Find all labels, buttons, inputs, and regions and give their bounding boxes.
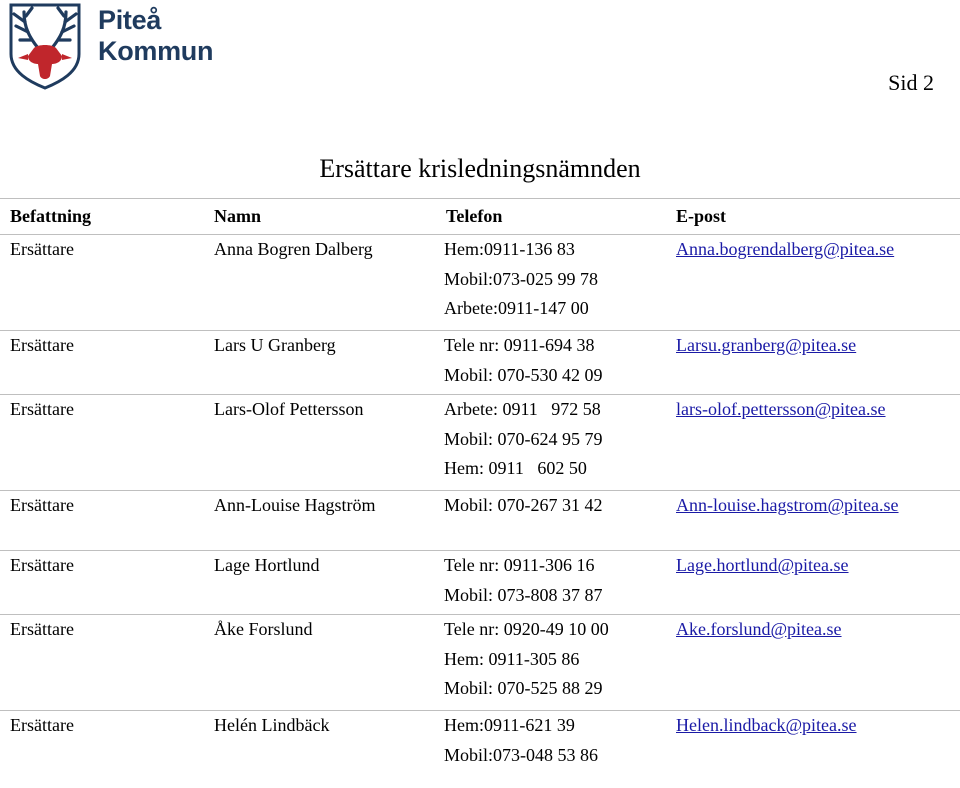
table-row	[0, 615, 960, 711]
phone-line: Tele nr: 0920-49 10 00	[444, 619, 609, 639]
contact-table	[0, 198, 960, 773]
email-link[interactable]: Anna.bogrendalberg@pitea.se	[676, 239, 895, 259]
email-cell	[666, 551, 960, 615]
email-cell	[666, 711, 960, 773]
role-cell: Ersättare	[0, 235, 204, 331]
column-header-telefon: Telefon	[436, 199, 666, 235]
email-link[interactable]: Ake.forslund@pitea.se	[676, 619, 842, 639]
phone-cell	[436, 235, 666, 331]
reindeer-shield-icon	[8, 2, 82, 90]
name-cell: Ann-Louise Hagström	[204, 491, 436, 551]
name-cell: Lars U Granberg	[204, 331, 436, 395]
phone-line: Hem: 0911 602 50	[444, 458, 587, 478]
phone-line: Mobil: 070-530 42 09	[444, 364, 603, 385]
table-header-row	[0, 199, 960, 235]
phone-line: Hem:0911-136 83	[444, 239, 575, 259]
phone-line: Mobil: 070-624 95 79	[444, 428, 603, 449]
email-cell	[666, 615, 960, 711]
phone-line: Hem: 0911-305 86	[444, 648, 580, 669]
column-header-epost: E-post	[666, 199, 960, 235]
email-cell	[666, 491, 960, 551]
email-link[interactable]: lars-olof.pettersson@pitea.se	[676, 399, 886, 419]
phone-cell	[436, 331, 666, 395]
phone-cell	[436, 551, 666, 615]
name-cell: Åke Forslund	[204, 615, 436, 711]
phone-line: Mobil: 070-525 88 29	[444, 678, 603, 698]
name-cell: Lars-Olof Pettersson	[204, 395, 436, 491]
role-cell: Ersättare	[0, 711, 204, 773]
phone-line: Arbete: 0911 972 58	[444, 399, 601, 419]
phone-line: Tele nr: 0911-306 16	[444, 555, 595, 575]
email-link[interactable]: Ann-louise.hagstrom@pitea.se	[676, 495, 899, 515]
column-header-befattning: Befattning	[0, 199, 204, 235]
phone-cell	[436, 615, 666, 711]
document-title: Ersättare krisledningsnämnden	[319, 154, 641, 183]
table-row	[0, 331, 960, 395]
name-cell: Lage Hortlund	[204, 551, 436, 615]
table-row	[0, 551, 960, 615]
table-row	[0, 491, 960, 551]
table-row	[0, 395, 960, 491]
municipality-name: Piteå Kommun	[98, 5, 214, 66]
table-row	[0, 711, 960, 773]
phone-line: Mobil: 070-267 31 42	[444, 495, 603, 515]
table-row	[0, 235, 960, 331]
email-cell	[666, 235, 960, 331]
email-link[interactable]: Lage.hortlund@pitea.se	[676, 555, 849, 575]
role-cell: Ersättare	[0, 331, 204, 395]
email-cell	[666, 395, 960, 491]
phone-line: Arbete:0911-147 00	[444, 298, 589, 318]
name-cell: Helén Lindbäck	[204, 711, 436, 773]
role-cell: Ersättare	[0, 551, 204, 615]
phone-cell	[436, 711, 666, 773]
name-cell: Anna Bogren Dalberg	[204, 235, 436, 331]
column-header-namn: Namn	[204, 199, 436, 235]
phone-line: Tele nr: 0911-694 38	[444, 335, 595, 355]
phone-line: Mobil:073-025 99 78	[444, 268, 599, 289]
municipality-logo	[8, 2, 280, 90]
phone-cell	[436, 491, 666, 551]
phone-line: Mobil: 073-808 37 87	[444, 584, 603, 605]
role-cell: Ersättare	[0, 395, 204, 491]
email-link[interactable]: Helen.lindback@pitea.se	[676, 715, 857, 735]
phone-cell	[436, 395, 666, 491]
phone-line: Mobil:073-048 53 86	[444, 744, 599, 765]
email-link[interactable]: Larsu.granberg@pitea.se	[676, 335, 857, 355]
page-number: Sid 2	[888, 70, 934, 95]
role-cell: Ersättare	[0, 615, 204, 711]
phone-line: Hem:0911-621 39	[444, 715, 575, 735]
email-cell	[666, 331, 960, 395]
role-cell: Ersättare	[0, 491, 204, 551]
